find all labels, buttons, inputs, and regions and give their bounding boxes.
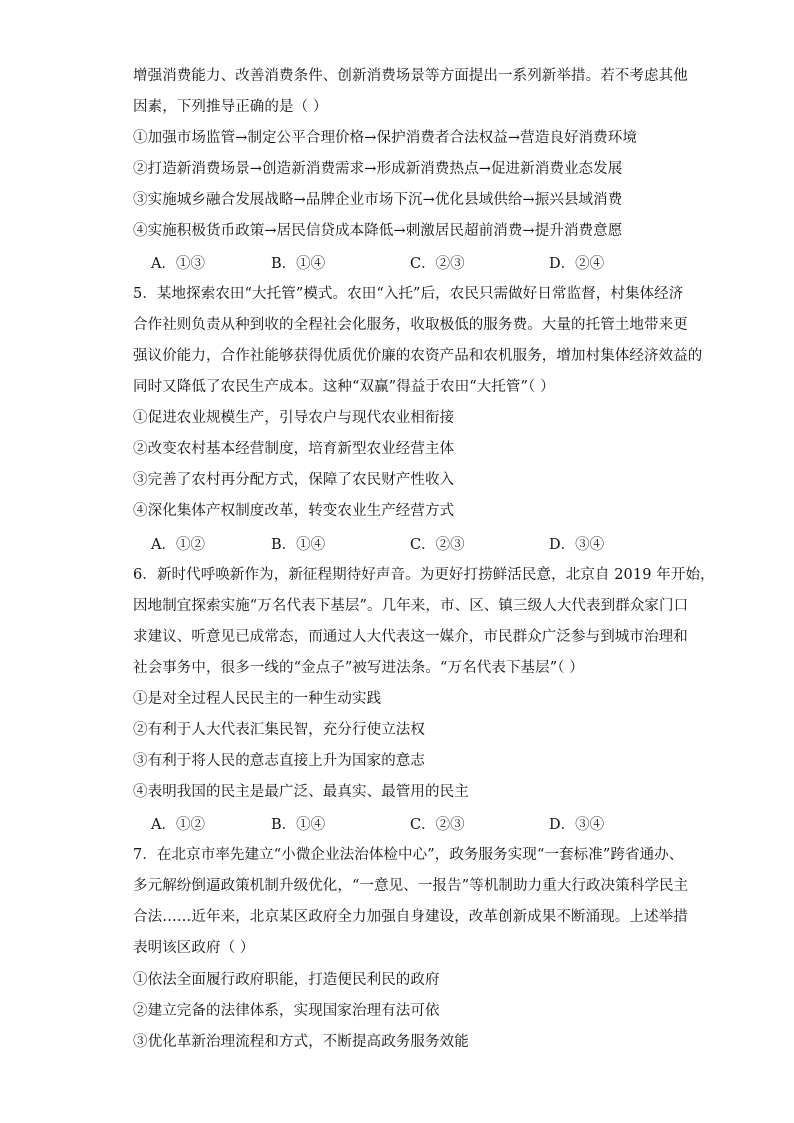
q6-option-2: ②有利于人大代表汇集民智，充分行使立法权 [133, 722, 425, 738]
q5-stem-line-2: 合作社则负责从种到收的全程社会化服务，收取极低的服务费。大量的托管土地带来更 [133, 317, 688, 333]
q5-choice-b[interactable]: B．①④ [271, 537, 326, 553]
q4-option-1: ①加强市场监管→制定公平合理价格→保护消费者合法权益→营造良好消费环境 [133, 130, 637, 146]
q5-option-3: ③完善了农村再分配方式，保障了农民财产性收入 [133, 472, 455, 488]
q7-stem-line-2: 多元解纷倒逼政策机制升级优化，“一意见、一报告”等机制助力重大行政决策科学民主 [133, 878, 689, 894]
q6-option-3: ③有利于将人民的意志直接上升为国家的意志 [133, 753, 425, 769]
q5-option-4: ④深化集体产权制度改革，转变农业生产经营方式 [133, 503, 455, 519]
q5-choice-a[interactable]: A．①② [151, 537, 205, 553]
q6-option-4: ④表明我国的民主是最广泛、最真实、最管用的民主 [133, 784, 469, 800]
q7-option-3: ③优化革新治理流程和方式，不断提高政务服务效能 [133, 1034, 469, 1050]
q7-stem-line-1: 7．在北京市率先建立“小微企业法治体检中心”，政务服务实现“一套标准”跨省通办、 [133, 847, 684, 863]
q4-choice-b[interactable]: B．①④ [271, 256, 326, 272]
q6-choice-d[interactable]: D．③④ [549, 817, 605, 833]
q5-choice-d[interactable]: D．③④ [549, 537, 605, 553]
q6-choice-a[interactable]: A．①② [151, 817, 205, 833]
q4-option-4: ④实施积极货币政策→居民信贷成本降低→刺激居民超前消费→提升消费意愿 [133, 223, 623, 239]
q4-option-3: ③实施城乡融合发展战略→品牌企业市场下沉→优化县域供给→振兴县域消费 [133, 192, 623, 208]
q7-option-1: ①依法全面履行政府职能，打造便民利民的政府 [133, 972, 440, 988]
q5-stem-line-4: 同时又降低了农民生产成本。这种“双赢”得益于农田“大托管”（ ） [133, 379, 555, 395]
q7-option-2: ②建立完备的法律体系，实现国家治理有法可依 [133, 1003, 440, 1019]
q5-choice-c[interactable]: C．②③ [410, 537, 465, 553]
q5-stem-line-3: 强议价能力，合作社能够获得优质优价廉的农资产品和农机服务，增加村集体经济效益的 [133, 348, 703, 364]
q6-stem-line-1: 6．新时代呼唤新作为，新征程期待好声音。为更好打捞鲜活民意，北京自 2019 年开始， [133, 567, 715, 583]
q6-choice-c[interactable]: C．②③ [410, 817, 465, 833]
q6-option-1: ①是对全过程人民民主的一种生动实践 [133, 691, 382, 707]
q5-option-2: ②改变农村基本经营制度，培育新型农业经营主体 [133, 441, 455, 457]
q6-choice-b[interactable]: B．①④ [271, 817, 326, 833]
q4-stem-line-1: 增强消费能力、改善消费条件、创新消费场景等方面提出一系列新举措。若不考虑其他 [133, 68, 688, 84]
q7-stem-line-4: 表明该区政府（ ） [133, 940, 255, 956]
q6-stem-line-2: 因地制宜探索实施“万名代表下基层”。几年来，市、区、镇三级人大代表到群众家门口 [133, 598, 689, 614]
q4-choice-a[interactable]: A．①③ [151, 256, 205, 272]
q4-choice-d[interactable]: D．②④ [549, 256, 605, 272]
q6-stem-line-3: 求建议、听意见已成常态，而通过人大代表这一媒介，市民群众广泛参与到城市治理和 [133, 629, 688, 645]
q4-choice-c[interactable]: C．②③ [410, 256, 465, 272]
q7-stem-line-3: 合法……近年来，北京某区政府全力加强自身建设，改革创新成果不断涌现。上述举措 [133, 909, 688, 925]
q6-stem-line-4: 社会事务中，很多一线的“金点子”被写进法条。“万名代表下基层”（ ） [133, 660, 584, 676]
q4-option-2: ②打造新消费场景→创造新消费需求→形成新消费热点→促进新消费业态发展 [133, 161, 623, 177]
q5-stem-line-1: 5．某地探索农田“大托管”模式。农田“入托”后，农民只需做好日常监督，村集体经济 [133, 286, 684, 302]
q4-stem-line-2: 因素，下列推导正确的是（ ） [133, 99, 328, 115]
q5-option-1: ①促进农业规模生产，引导农户与现代农业相衔接 [133, 410, 455, 426]
